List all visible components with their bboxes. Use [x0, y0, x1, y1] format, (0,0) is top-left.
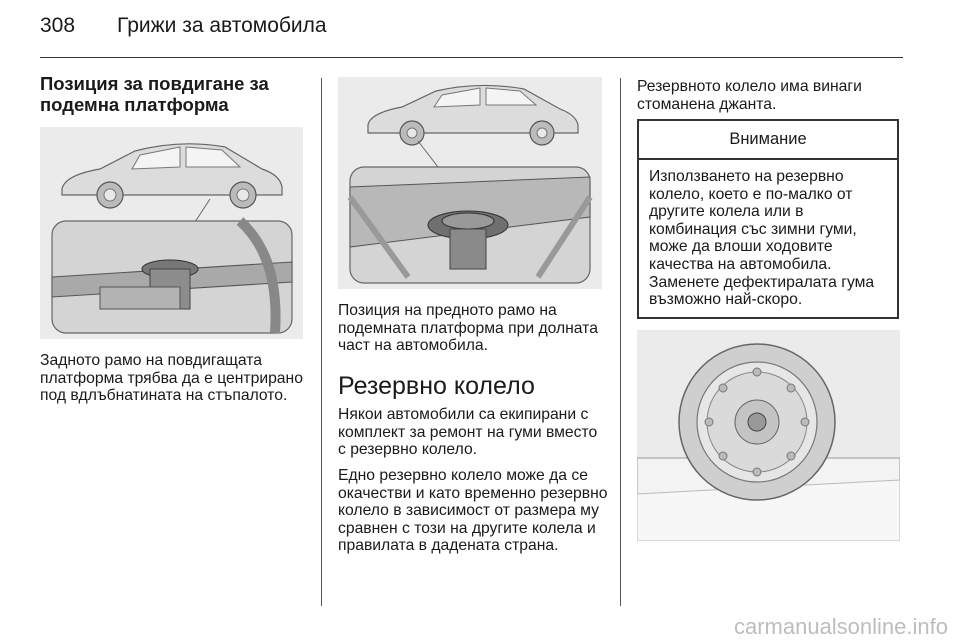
rear-lift-arm-figure: [40, 127, 303, 339]
rear-lift-arm-caption: Задното рамо на повдигащата платформа трябва да е центрирано под вдлъбнатината на стъпалото.: [40, 352, 303, 405]
page-number: 308: [40, 14, 76, 37]
spare-wheel-paragraph-1: Някои автомобили са екипирани с комплект за ремонт на гуми вместо с резервно колело.: [338, 406, 598, 459]
spare-wheel-heading: Резервно колело: [338, 372, 535, 400]
lift-position-subheading: Позиция за повдигане за подемна платформа: [40, 73, 269, 115]
caution-text: Използването на резервно колело, което е по-малко от другите колела или в комбинация със зимни гуми, може да влоши ходовите качества на автомобила. Заменете дефектиралата гума възможно най-скоро.: [649, 168, 875, 309]
front-lift-arm-caption: Позиция на предното рамо на подемната платформа при долната част на автомобила.: [338, 302, 598, 355]
spare-wheel-paragraph-2: Едно резервно колело може да се окачестви и като временно резервно колело в зависимост от размера му сравнен с този на другите колела и правилата в дадената страна.: [338, 467, 608, 555]
page-header-title: Грижи за автомобила: [117, 14, 327, 37]
watermark: carmanualsonline.info: [733, 614, 948, 639]
caution-box: [637, 119, 899, 319]
header-divider: [40, 57, 903, 58]
front-lift-arm-figure: [338, 77, 602, 289]
caution-title: Внимание: [639, 121, 897, 160]
column-divider-1: [321, 78, 322, 606]
column-divider-2: [620, 78, 621, 606]
steel-rim-note: Резервното колело има винаги стоманена джанта.: [637, 78, 862, 113]
spare-wheel-figure: [637, 330, 900, 541]
